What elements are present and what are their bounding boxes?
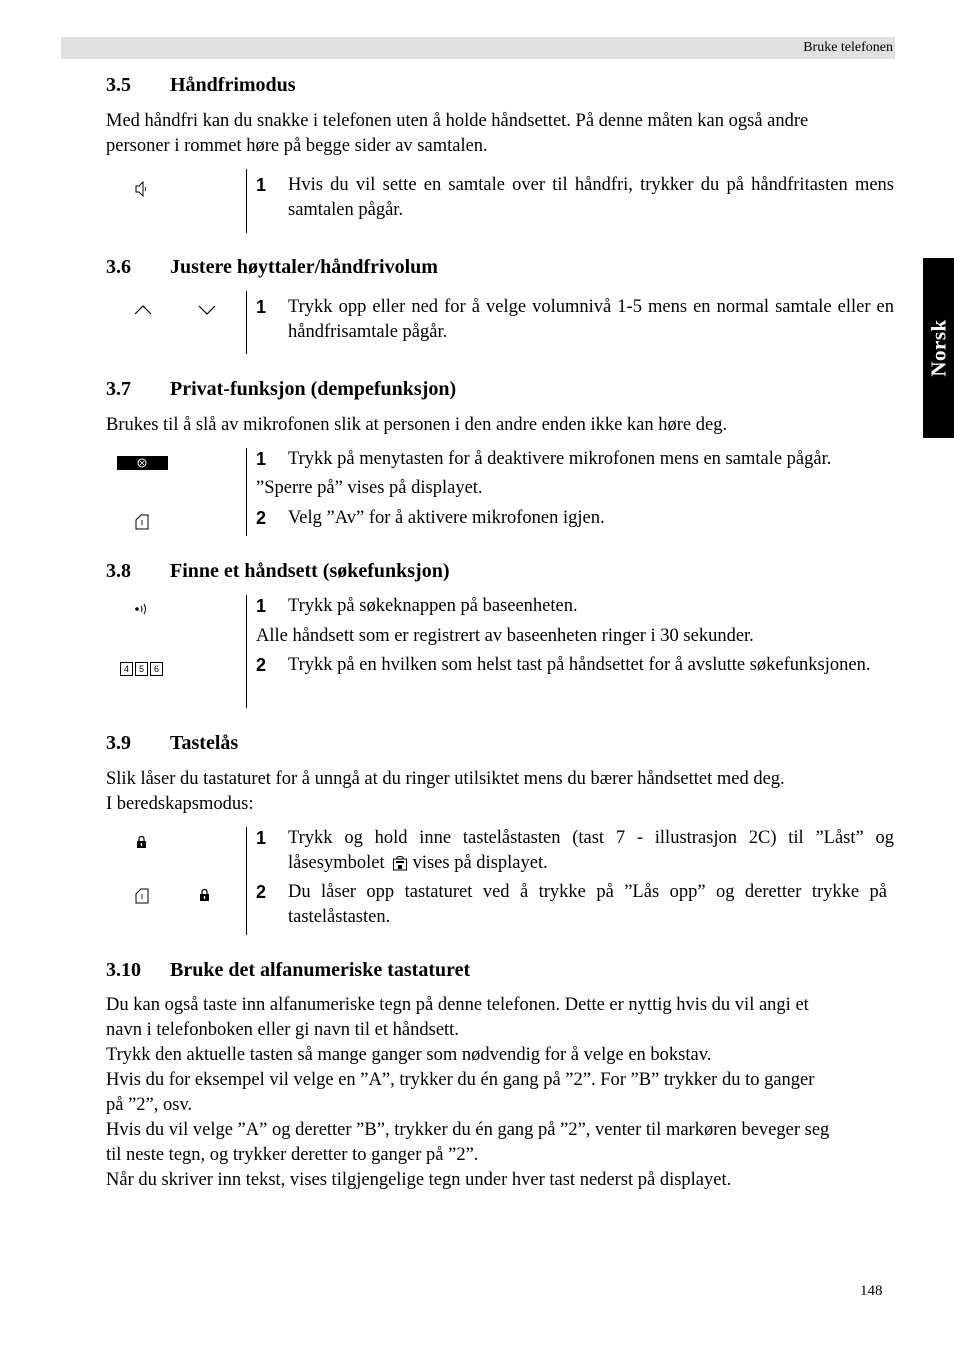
paragraph: Hvis du for eksempel vil velge en ”A”, trykker du én gang på ”2”. For ”B” trykker du to ganger xyxy=(106,1070,815,1090)
paging-icon xyxy=(134,601,150,617)
step-text: Trykk på en hvilken som helst tast på håndsettet for å avslutte søkefunksjonen. xyxy=(288,655,871,675)
paragraph: Slik låser du tastaturet for å unngå at du ringer utilsiktet mens du bærer håndsettet med deg. xyxy=(106,769,785,789)
section-title: Bruke det alfanumeriske tastaturet xyxy=(170,959,471,981)
paragraph: Du kan også taste inn alfanumeriske tegn på denne telefonen. Dette er nyttig hvis du vil angi et xyxy=(106,995,809,1015)
step-text: Hvis du vil sette en samtale over til håndfri, trykker du på håndfritasten mens samtalen pågår. xyxy=(288,175,894,220)
step-text: Velg ”Av” for å aktivere mikrofonen igjen. xyxy=(288,508,605,528)
step-text xyxy=(288,826,894,876)
step-divider xyxy=(246,291,247,354)
step-number: 1 xyxy=(256,297,267,317)
step-text: Du låser opp tastaturet ved å trykke på ”Lås opp” og deretter trykke på tastelåstasten. xyxy=(288,882,887,927)
paragraph: Trykk den aktuelle tasten så mange ganger som nødvendig for å velge en bokstav. xyxy=(106,1045,712,1065)
keypad-lock-symbol-icon xyxy=(393,856,407,871)
section-title: Håndfrimodus xyxy=(170,74,296,96)
step-divider xyxy=(246,595,247,708)
paragraph: Hvis du vil velge ”A” og deretter ”B”, trykker du én gang på ”2”, venter til markøren beveger seg xyxy=(106,1120,830,1140)
step-number: 2 xyxy=(256,508,267,528)
step-text: Trykk på søkeknappen på baseenheten. xyxy=(288,596,578,616)
step-text: Trykk opp eller ned for å velge volumnivå 1-5 mens en normal samtale eller en håndfrisamtale pågår. xyxy=(288,297,894,342)
paragraph: Brukes til å slå av mikrofonen slik at personen i den andre enden ikke kan høre deg. xyxy=(106,415,728,435)
step-number: 1 xyxy=(256,175,267,195)
step-number: 1 xyxy=(256,596,267,616)
paragraph: til neste tegn, og trykker deretter to ganger på ”2”. xyxy=(106,1145,479,1165)
menu-key-icon xyxy=(117,456,168,470)
chevron-down-icon xyxy=(197,304,217,316)
step-note: ”Sperre på” vises på displayet. xyxy=(256,478,483,498)
step-number: 2 xyxy=(256,882,267,902)
paragraph: personer i rommet høre på begge sider av samtalen. xyxy=(106,136,488,156)
section-title: Tastelås xyxy=(170,732,239,754)
paragraph: Med håndfri kan du snakke i telefonen uten å holde håndsettet. På denne måten kan også andre xyxy=(106,111,809,131)
step-divider xyxy=(246,827,247,935)
header-section-title: Bruke telefonen xyxy=(803,40,893,55)
key-4: 4 xyxy=(120,662,133,676)
key-5: 5 xyxy=(135,662,148,676)
language-tab-label: Norsk xyxy=(926,319,950,377)
step-number: 1 xyxy=(256,828,267,848)
step-divider xyxy=(246,448,247,536)
section-number: 3.9 xyxy=(106,732,131,754)
step-divider xyxy=(246,169,247,233)
section-title: Justere høyttaler/håndfrivolum xyxy=(170,256,438,278)
paragraph: Når du skriver inn tekst, vises tilgjengelige tegn under hver tast nederst på displayet. xyxy=(106,1170,732,1190)
softkey-left-icon xyxy=(135,888,149,904)
step-number: 1 xyxy=(256,449,267,469)
number-keys xyxy=(120,662,163,676)
paragraph: navn i telefonboken eller gi navn til et håndsett. xyxy=(106,1020,459,1040)
softkey-left-icon xyxy=(135,514,149,530)
step-number: 2 xyxy=(256,655,267,675)
step-text-line: Trykk og hold inne tastelåstasten (tast 7 - illustrasjon 2C) til ”Låst” og xyxy=(288,828,894,848)
section-title: Privat-funksjon (dempefunksjon) xyxy=(170,378,457,400)
speaker-icon xyxy=(135,180,147,198)
lock-key-icon xyxy=(136,835,147,849)
section-title: Finne et håndsett (søkefunksjon) xyxy=(170,560,450,582)
language-tab xyxy=(923,258,954,438)
chevron-up-icon xyxy=(133,304,153,316)
step-text-fragment: låsesymbolet xyxy=(288,853,385,873)
paragraph: på ”2”, osv. xyxy=(106,1095,193,1115)
step-text-line xyxy=(288,851,894,876)
key-6: 6 xyxy=(150,662,163,676)
section-number: 3.7 xyxy=(106,378,131,400)
lock-key-icon xyxy=(199,888,210,902)
paragraph: I beredskapsmodus: xyxy=(106,794,254,814)
section-number: 3.6 xyxy=(106,256,131,278)
section-number: 3.10 xyxy=(106,959,141,981)
step-text: Trykk på menytasten for å deaktivere mikrofonen mens en samtale pågår. xyxy=(288,449,832,469)
section-number: 3.8 xyxy=(106,560,131,582)
running-header xyxy=(61,37,895,59)
step-text-fragment: vises på displayet. xyxy=(412,853,548,873)
page-number: 148 xyxy=(860,1283,883,1299)
section-number: 3.5 xyxy=(106,74,131,96)
step-note: Alle håndsett som er registrert av baseenheten ringer i 30 sekunder. xyxy=(256,626,754,646)
